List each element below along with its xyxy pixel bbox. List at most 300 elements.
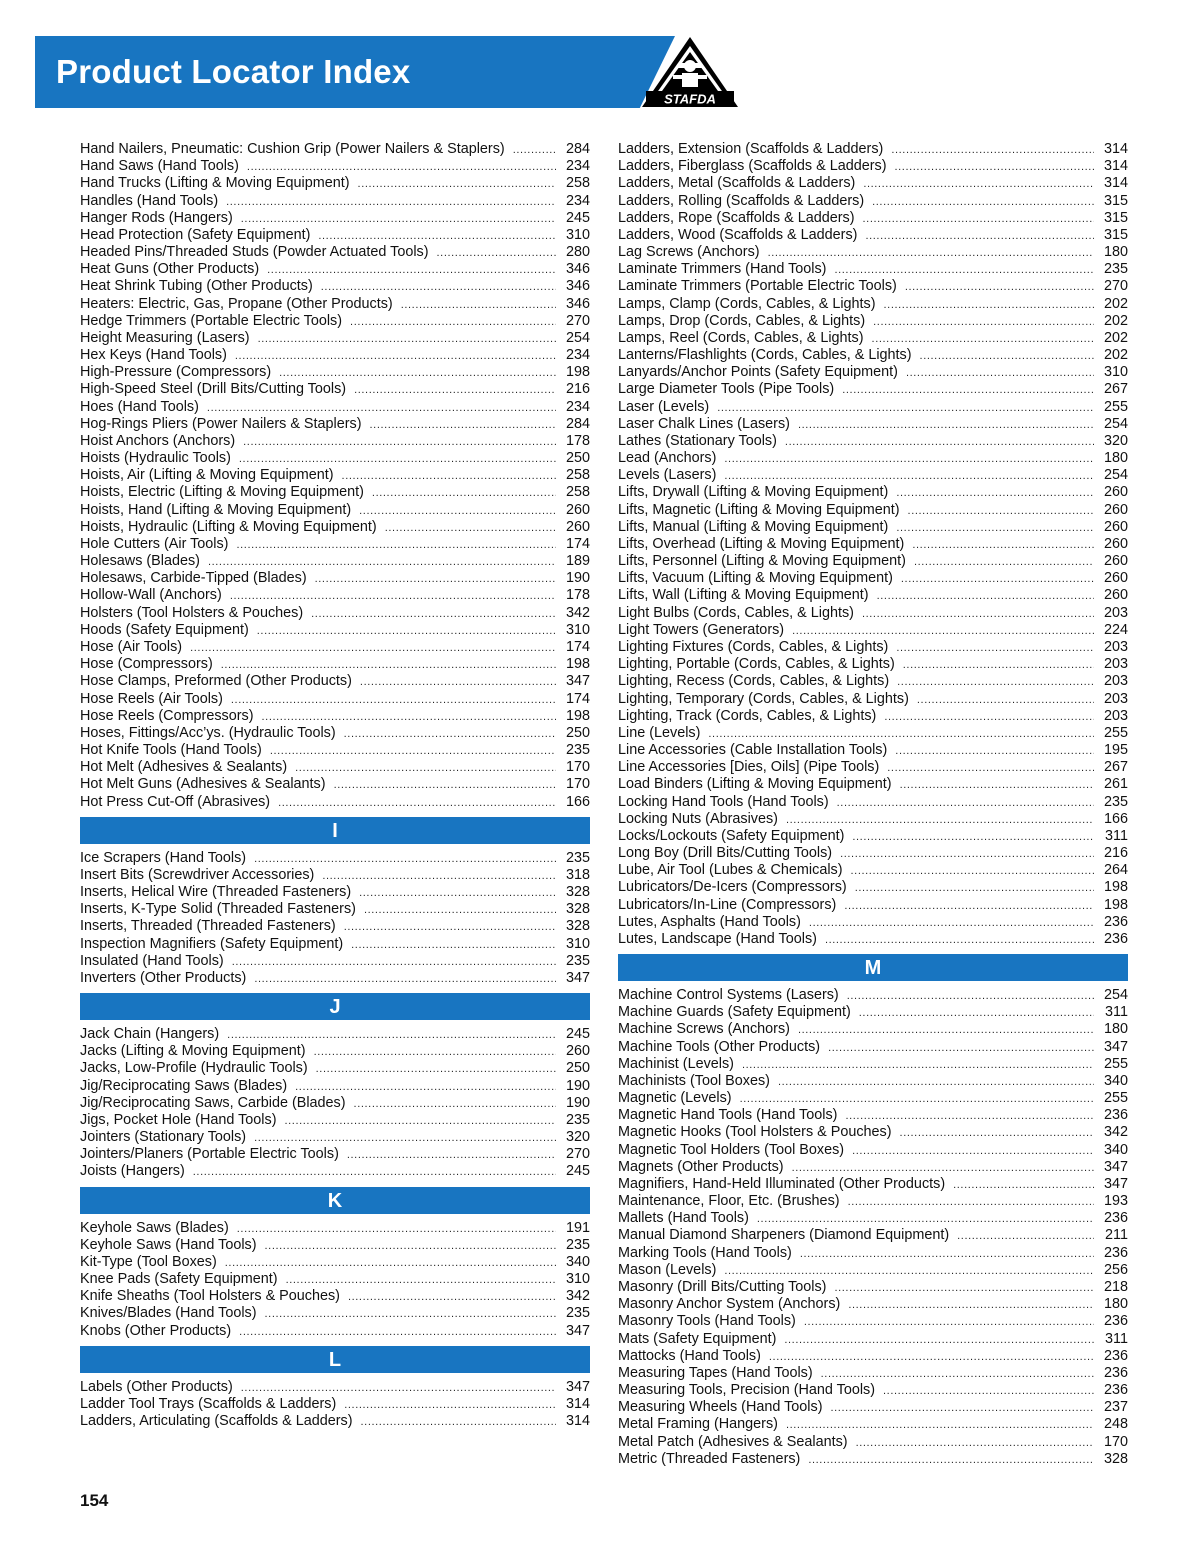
dot-leader [897,674,1094,691]
entry-label: Hoists, Electric (Lifting & Moving Equipment) [80,484,364,501]
dot-leader [917,692,1094,709]
index-entry [618,210,1128,227]
stafda-logo [638,34,742,110]
entry-label: Mallets (Hand Tools) [618,1210,749,1227]
entry-page-number: 256 [1103,1261,1128,1278]
entry-page-number: 310 [565,935,590,952]
dot-leader [258,331,556,348]
index-entry [618,656,1128,673]
dot-leader [800,1246,1094,1263]
entry-page-number: 203 [1103,690,1128,707]
entry-page-number: 346 [565,261,590,278]
entry-label: Mason (Levels) [618,1261,717,1278]
entry-page-number: 311 [1105,1330,1128,1347]
entry-label: Lanyards/Anchor Points (Safety Equipment) [618,364,898,381]
dot-leader [243,434,556,451]
entry-page-number: 236 [1103,1347,1128,1364]
index-entry [618,416,1128,433]
dot-leader [914,554,1094,571]
entry-label: Ladders, Rope (Scaffolds & Ladders) [618,209,855,226]
dot-leader [344,1397,556,1414]
dot-leader [957,1228,1094,1245]
entry-page-number: 193 [1103,1193,1128,1210]
dot-leader [834,262,1094,279]
entry-page-number: 218 [1103,1279,1128,1295]
index-entry [618,1365,1128,1382]
entry-page-number: 258 [565,467,590,484]
index-entry [618,381,1128,398]
dot-leader [792,623,1094,640]
entry-label: Ladders, Fiberglass (Scaffolds & Ladders) [618,158,887,175]
entry-label: Large Diameter Tools (Pipe Tools) [618,381,835,398]
index-entry [80,970,590,987]
entry-label: Hoists, Hand (Lifting & Moving Equipment) [80,501,352,518]
index-entry [80,1060,590,1077]
entry-page-number: 174 [565,638,590,655]
index-entry [618,794,1128,811]
entry-label: Hose Reels (Air Tools) [80,690,223,707]
entry-label: Lamps, Clamp (Cords, Cables, & Lights) [618,295,876,312]
index-entry [80,587,590,604]
dot-leader [361,1414,556,1431]
dot-leader [315,571,556,588]
entry-label: Hoists (Hydraulic Tools) [80,450,231,467]
index-entry [618,450,1128,467]
dot-leader [354,382,556,399]
entry-label: Hex Keys (Hand Tools) [80,347,227,364]
entry-page-number: 203 [1103,656,1128,673]
index-entry [80,1413,590,1430]
index-entry [618,1279,1128,1296]
entry-page-number: 347 [565,969,590,986]
dot-leader [708,726,1094,743]
entry-label: Heaters: Electric, Gas, Propane (Other Products) [80,295,393,312]
dot-leader [900,1125,1094,1142]
index-entry [80,227,590,244]
dot-leader [322,868,556,885]
dot-leader [235,348,556,365]
index-entry [80,450,590,467]
dot-leader [239,451,556,468]
entry-label: Machinists (Tool Boxes) [618,1072,770,1089]
entry-page-number: 234 [565,398,590,415]
dot-leader [884,709,1094,726]
entry-page-number: 236 [1103,1107,1128,1124]
entry-page-number: 235 [1103,261,1128,278]
dot-leader [237,1221,556,1238]
entry-page-number: 320 [1103,432,1128,449]
dot-leader [344,919,556,936]
letter-section-header: I [80,817,590,844]
index-entry [80,1095,590,1112]
entry-page-number: 198 [1103,879,1128,896]
dot-leader [887,760,1094,777]
entry-page-number: 328 [565,884,590,901]
index-entry [618,519,1128,536]
dot-leader [851,863,1094,880]
entry-page-number: 255 [1103,1090,1128,1107]
page-number: 154 [80,1491,109,1510]
index-entry [618,193,1128,210]
index-entry [80,1323,590,1340]
entry-label: Line Accessories (Cable Installation Tools) [618,742,888,759]
dot-leader [778,1074,1094,1091]
dot-leader [265,1238,556,1255]
entry-page-number: 190 [565,1077,590,1094]
entry-page-number: 347 [565,1322,590,1339]
entry-label: Hoses, Fittings/Acc’ys. (Hydraulic Tools) [80,724,336,741]
entry-label: Machine Control Systems (Lasers) [618,987,839,1004]
dot-leader [267,262,556,279]
index-entry [80,639,590,656]
dot-leader [334,777,556,794]
entry-page-number: 347 [565,1378,590,1395]
index-entry [618,1004,1128,1021]
entry-label: Jacks, Low-Profile (Hydraulic Tools) [80,1060,308,1077]
entry-label: Laser Chalk Lines (Lasers) [618,415,790,432]
dot-leader [241,211,556,228]
index-entry [80,622,590,639]
index-entry [80,467,590,484]
entry-page-number: 314 [565,1413,590,1430]
entry-page-number: 340 [1103,1141,1128,1158]
index-entry [618,587,1128,604]
index-entry [618,897,1128,914]
dot-leader [821,1366,1094,1383]
entry-page-number: 235 [565,849,590,866]
entry-page-number: 267 [1103,381,1128,398]
entry-page-number: 314 [1103,175,1128,192]
index-entry [80,850,590,867]
index-entry [618,914,1128,931]
entry-label: Hole Cutters (Air Tools) [80,535,229,552]
index-entry [618,484,1128,501]
entry-page-number: 267 [1103,759,1128,776]
entry-label: Hoes (Hand Tools) [80,398,199,415]
index-entry [80,1271,590,1288]
entry-page-number: 180 [1103,1021,1128,1038]
dot-leader [891,142,1094,159]
entry-label: Measuring Wheels (Hand Tools) [618,1399,823,1416]
index-entry [618,845,1128,862]
dot-leader [230,588,556,605]
entry-label: Hose (Compressors) [80,656,213,673]
dot-leader [863,176,1094,193]
index-entry [80,1112,590,1129]
entry-label: Hot Melt (Adhesives & Sealants) [80,759,288,776]
index-entry [618,828,1128,845]
dot-leader [358,176,556,193]
dot-leader [845,1108,1094,1125]
entry-label: Lighting, Recess (Cords, Cables, & Lights) [618,673,890,690]
dot-leader [257,623,556,640]
index-entry [618,1227,1128,1244]
index-entry [618,742,1128,759]
index-entry [618,1262,1128,1279]
entry-label: Keyhole Saws (Blades) [80,1219,229,1236]
entry-page-number: 328 [1103,1450,1128,1467]
entry-label: Headed Pins/Threaded Studs (Powder Actuated Tools) [80,244,429,261]
entry-label: Masonry (Drill Bits/Cutting Tools) [618,1279,827,1295]
index-entry [618,1296,1128,1313]
entry-label: Holesaws (Blades) [80,553,200,570]
dot-leader [884,297,1094,314]
index-entry [618,1159,1128,1176]
entry-page-number: 236 [1103,913,1128,930]
entry-label: Holsters (Tool Holsters & Pouches) [80,604,304,621]
entry-page-number: 170 [1103,1433,1128,1450]
entry-label: Hog-Rings Pliers (Power Nailers & Staplers) [80,415,362,432]
entry-page-number: 250 [565,1060,590,1077]
entry-page-number: 260 [1103,553,1128,570]
index-entry [618,1056,1128,1073]
entry-page-number: 235 [565,742,590,759]
dot-leader [847,988,1094,1005]
dot-leader [840,846,1094,863]
dot-leader [286,1272,556,1289]
entry-label: Hose (Air Tools) [80,638,183,655]
entry-page-number: 340 [1103,1072,1128,1089]
entry-page-number: 280 [565,244,590,261]
entry-label: Lanterns/Flashlights (Cords, Cables, & Lights) [618,347,912,364]
index-column-left [80,141,590,1430]
entry-label: Jigs, Pocket Hole (Hand Tools) [80,1111,277,1128]
index-entry [618,433,1128,450]
index-entry [80,553,590,570]
dot-leader [254,1130,556,1147]
entry-page-number: 166 [1103,810,1128,827]
dot-leader [855,880,1094,897]
entry-label: Measuring Tapes (Hand Tools) [618,1364,813,1381]
index-entry [80,691,590,708]
index-entry [618,725,1128,742]
dot-leader [809,915,1094,932]
index-entry [618,313,1128,330]
entry-page-number: 261 [1103,776,1128,793]
entry-page-number: 346 [565,295,590,312]
index-entry [618,296,1128,313]
entry-page-number: 198 [565,364,590,381]
index-entry [80,1129,590,1146]
entry-label: Lutes, Asphalts (Hand Tools) [618,913,801,930]
entry-label: Line Accessories [Dies, Oils] (Pipe Tools) [618,759,880,776]
entry-label: High-Speed Steel (Drill Bits/Cutting Tools) [80,381,347,398]
page-title: Product Locator Index [56,53,411,90]
entry-page-number: 258 [565,175,590,192]
entry-page-number: 328 [565,901,590,918]
index-entry [618,1416,1128,1433]
entry-page-number: 260 [1103,535,1128,552]
entry-label: Knobs (Other Products) [80,1322,232,1339]
index-entry [618,1434,1128,1451]
entry-label: Magnets (Other Products) [618,1158,784,1175]
entry-label: Measuring Tools, Precision (Hand Tools) [618,1382,876,1399]
entry-page-number: 254 [1103,467,1128,484]
dot-leader [852,1143,1094,1160]
dot-leader [837,795,1094,812]
dot-leader [903,657,1094,674]
entry-label: Long Boy (Drill Bits/Cutting Tools) [618,845,833,862]
index-entry [618,1245,1128,1262]
index-entry [618,1193,1128,1210]
entry-page-number: 250 [565,450,590,467]
entry-label: Lead (Anchors) [618,450,717,467]
entry-page-number: 202 [1103,347,1128,364]
entry-label: Knee Pads (Safety Equipment) [80,1271,278,1288]
dot-leader [804,1314,1094,1331]
index-entry [618,931,1128,948]
dot-leader [856,1435,1094,1452]
entry-page-number: 342 [565,1288,590,1305]
entry-page-number: 236 [1103,1244,1128,1261]
entry-label: Jack Chain (Hangers) [80,1026,220,1043]
dot-leader [190,640,556,657]
entry-page-number: 170 [565,759,590,776]
entry-page-number: 255 [1103,1055,1128,1072]
dot-leader [785,434,1094,451]
entry-page-number: 237 [1103,1399,1128,1416]
entry-label: Lifts, Magnetic (Lifting & Moving Equipment) [618,501,900,518]
index-entry [618,1073,1128,1090]
entry-page-number: 310 [565,226,590,243]
entry-page-number: 318 [565,866,590,883]
dot-leader [877,588,1094,605]
dot-leader [905,279,1094,296]
letter-section-header: M [618,954,1128,981]
entry-label: Hoists, Hydraulic (Lifting & Moving Equipment) [80,518,377,535]
entry-label: Manual Diamond Sharpeners (Diamond Equipment) [618,1227,950,1244]
index-entry [618,691,1128,708]
entry-page-number: 255 [1103,724,1128,741]
entry-label: Heat Guns (Other Products) [80,261,260,278]
index-entry [80,918,590,935]
dot-leader [370,417,556,434]
dot-leader [513,142,556,159]
entry-label: Lag Screws (Anchors) [618,244,760,261]
logo-text: STAFDA [664,91,716,107]
entry-page-number: 174 [565,690,590,707]
dot-leader [757,1211,1094,1228]
entry-label: Laser (Levels) [618,398,710,415]
dot-leader [225,1255,556,1272]
index-entry [618,364,1128,381]
entry-label: Machine Tools (Other Products) [618,1038,821,1055]
entry-page-number: 203 [1103,638,1128,655]
dot-leader [236,537,556,554]
dot-leader [724,451,1094,468]
entry-page-number: 198 [565,656,590,673]
entry-page-number: 310 [1103,364,1128,381]
dot-leader [354,1096,556,1113]
dot-leader [895,159,1095,176]
entry-label: Keyhole Saws (Hand Tools) [80,1236,257,1253]
letter-section-header: J [80,993,590,1020]
entry-page-number: 180 [1103,1296,1128,1313]
dot-leader [227,1027,556,1044]
entry-page-number: 270 [565,312,590,329]
index-entry [618,553,1128,570]
entry-page-number: 189 [565,553,590,570]
index-entry [80,1078,590,1095]
dot-leader [831,1400,1095,1417]
entry-page-number: 190 [565,570,590,587]
dot-leader [828,1040,1094,1057]
dot-leader [842,382,1094,399]
entry-page-number: 191 [565,1219,590,1236]
dot-leader [740,1091,1094,1108]
entry-label: Inserts, Threaded (Threaded Fasteners) [80,918,336,935]
entry-page-number: 342 [565,604,590,621]
dot-leader [347,1147,556,1164]
entry-page-number: 260 [565,501,590,518]
index-entry [80,1237,590,1254]
index-entry [80,759,590,776]
entry-page-number: 347 [1103,1175,1128,1192]
dot-leader [295,1079,556,1096]
entry-page-number: 258 [565,484,590,501]
entry-label: Lamps, Reel (Cords, Cables, & Lights) [618,329,864,346]
index-entry [80,901,590,918]
entry-label: Jointers (Stationary Tools) [80,1129,247,1146]
dot-leader [798,417,1094,434]
entry-page-number: 234 [565,347,590,364]
dot-leader [265,1306,556,1323]
dot-leader [321,279,556,296]
index-entry [618,1090,1128,1107]
dot-leader [372,485,556,502]
dot-leader [239,1324,556,1341]
index-entry [80,158,590,175]
index-entry [618,570,1128,587]
entry-page-number: 284 [565,141,590,157]
dot-leader [360,674,556,691]
index-entry [80,708,590,725]
index-entry [80,1288,590,1305]
index-entry [80,953,590,970]
entry-label: Hand Saws (Hand Tools) [80,158,239,175]
entry-page-number: 235 [1103,793,1128,810]
dot-leader [316,1061,556,1078]
entry-page-number: 284 [565,415,590,432]
index-entry [618,1039,1128,1056]
index-entry [80,330,590,347]
dot-leader [295,760,556,777]
dot-leader [808,1452,1094,1469]
entry-label: Head Protection (Safety Equipment) [80,226,311,243]
dot-leader [318,228,556,245]
dot-leader [278,795,556,812]
dot-leader [262,709,556,726]
index-entry [80,141,590,158]
dot-leader [254,851,556,868]
dot-leader [786,812,1094,829]
index-entry [80,296,590,313]
entry-page-number: 236 [1103,1382,1128,1399]
index-entry [80,1043,590,1060]
dot-leader [865,228,1094,245]
dot-leader [906,365,1094,382]
dot-leader [953,1177,1094,1194]
dot-leader [844,898,1094,915]
entry-label: Hollow-Wall (Anchors) [80,587,222,604]
entry-label: Handles (Hand Tools) [80,192,219,209]
entry-label: Laminate Trimmers (Portable Electric Tools) [618,278,897,295]
entry-page-number: 248 [1103,1416,1128,1433]
dot-leader [786,1417,1094,1434]
index-entry [80,656,590,673]
index-entry [618,1021,1128,1038]
entry-page-number: 180 [1103,244,1128,261]
